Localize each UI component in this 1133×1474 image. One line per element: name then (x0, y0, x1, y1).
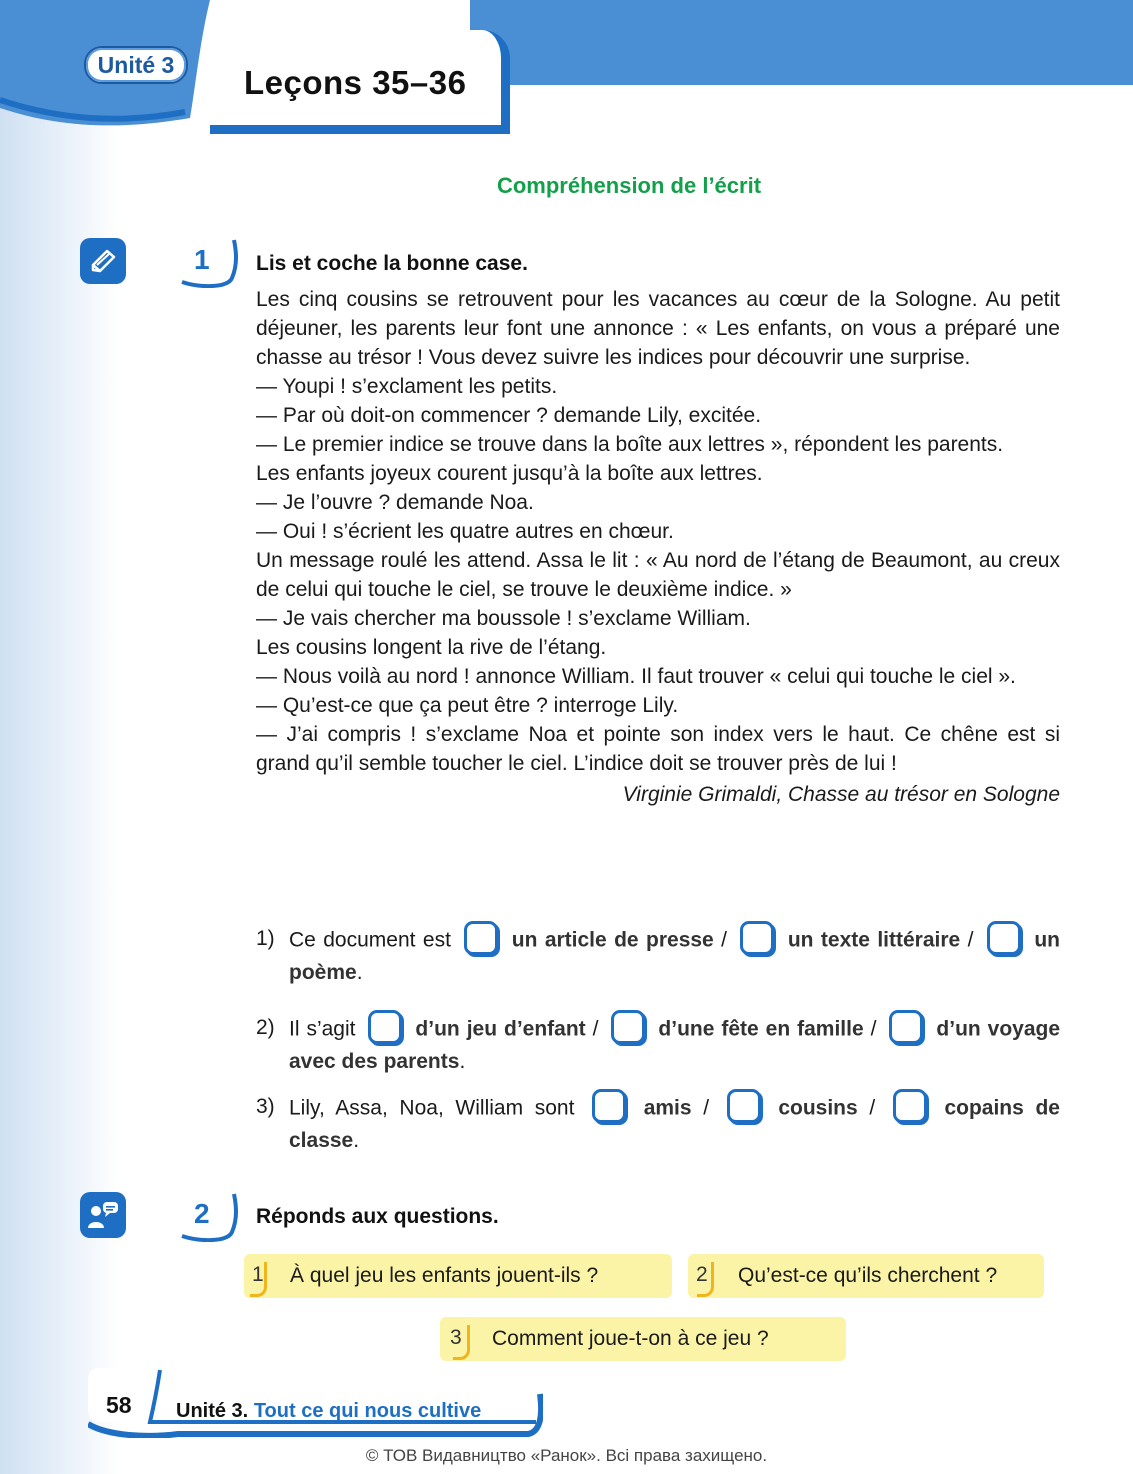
unit-badge: Unité 3 (84, 46, 188, 84)
story-paragraph: — Je l’ouvre ? demande Noa. (256, 491, 534, 514)
story-paragraph: — Qu’est-ce que ça peut être ? interroge Lily. (256, 694, 679, 717)
option-label: d’un jeu d’enfant (415, 1017, 586, 1041)
story-paragraph: Les enfants joyeux courent jusqu’à la boîte aux lettres. (256, 462, 763, 485)
section-title: Compréhension de l’écrit (496, 173, 762, 198)
option-label: un texte littéraire (787, 928, 961, 952)
story-paragraph: — J’ai compris ! s’exclame Noa et pointe son index vers le haut. Ce chêne est si grand qu’il semble toucher le ciel. L’indice doit se trouver près de lui ! (256, 723, 1060, 775)
question-number: 2 (696, 1263, 708, 1286)
copyright: © ТОВ Видавництво «Ранок». Всі права захищено. (365, 1446, 768, 1465)
story-paragraph: — Je vais chercher ma boussole ! s’exclame William. (256, 607, 751, 630)
checkbox-article-de-presse[interactable] (464, 921, 498, 955)
option-label: copains de classe (289, 1096, 1060, 1152)
question-number: 3 (450, 1326, 462, 1349)
checkbox-jeu-d-enfant[interactable] (368, 1010, 402, 1044)
story-paragraph: — Le premier indice se trouve dans la boîte aux lettres », répondent les parents. (256, 433, 1004, 456)
story-text (256, 285, 1060, 809)
option-label: un poème (289, 928, 1060, 984)
page-title: Leçons 35–36 (244, 64, 467, 101)
question-text: À quel jeu les enfants jouent-ils ? (290, 1264, 599, 1287)
story-paragraph: — Oui ! s’écrient les quatre autres en chœur. (256, 520, 674, 543)
checkbox-fete-en-famille[interactable] (611, 1010, 645, 1044)
book-icon (80, 238, 126, 284)
story-paragraph: — Nous voilà au nord ! annonce William. Il faut trouver « celui qui touche le ciel ». (256, 665, 1016, 688)
story-paragraph: Les cousins longent la rive de l’étang. (256, 636, 607, 659)
story-paragraph: — Par où doit-on commencer ? demande Lily, excitée. (256, 404, 762, 427)
checkbox-copains-de-classe[interactable] (893, 1089, 927, 1123)
checkbox-texte-litteraire[interactable] (740, 921, 774, 955)
question-text: Qu’est-ce qu’ils cherchent ? (738, 1264, 998, 1287)
page-number: 58 (106, 1392, 132, 1418)
exercise-2-number: 2 (194, 1198, 210, 1229)
story-source: Virginie Grimaldi, Chasse au trésor en Sologne (622, 783, 1060, 806)
left-gradient-band (0, 0, 120, 1474)
option-label: un article de presse (511, 928, 714, 952)
exercise-2-title: Réponds aux questions. (256, 1205, 499, 1228)
option-label: amis (643, 1096, 692, 1120)
question-number: 1 (252, 1263, 264, 1286)
exercise-1-title: Lis et coche la bonne case. (256, 252, 528, 275)
question-text: Comment joue-t-on à ce jeu ? (492, 1327, 769, 1350)
question-1: 1) Ce document est un article de presse / un texte littéraire / un poème. (256, 924, 1060, 987)
option-label: d’une fête en famille (658, 1017, 864, 1041)
option-label: d’un voyage avec des parents (289, 1017, 1061, 1073)
story-paragraph: Les cinq cousins se retrouvent pour les vacances au cœur de la Sologne. Au petit déjeuner, les parents leur font une annonce : « Les enfants, on vous a préparé une chasse au trésor ! Vous devez suivre les indices pour découvrir une surprise. (256, 288, 1060, 369)
checkbox-poeme[interactable] (987, 921, 1021, 955)
checkbox-voyage-avec-parents[interactable] (889, 1010, 923, 1044)
story-paragraph: Un message roulé les attend. Assa le lit : « Au nord de l’étang de Beaumont, au creux de celui qui touche le ciel, se trouve le deuxième indice. » (256, 549, 1060, 601)
checkbox-cousins[interactable] (727, 1089, 761, 1123)
story-paragraph: — Youpi ! s’exclament les petits. (256, 375, 558, 398)
question-2: 2) Il s’agit d’un jeu d’enfant / d’une fête en famille / d’un voyage avec des parents. (256, 1013, 1060, 1076)
question-3: 3) Lily, Assa, Noa, William sont amis / cousins / copains de classe. (256, 1092, 1060, 1155)
top-blue-band (470, 0, 1133, 85)
exercise-1-number: 1 (194, 244, 210, 275)
checkbox-amis[interactable] (592, 1089, 626, 1123)
footer-unit-title: Unité 3. Tout ce qui nous cultive (176, 1400, 482, 1422)
discussion-icon (80, 1192, 126, 1238)
option-label: cousins (778, 1096, 858, 1120)
